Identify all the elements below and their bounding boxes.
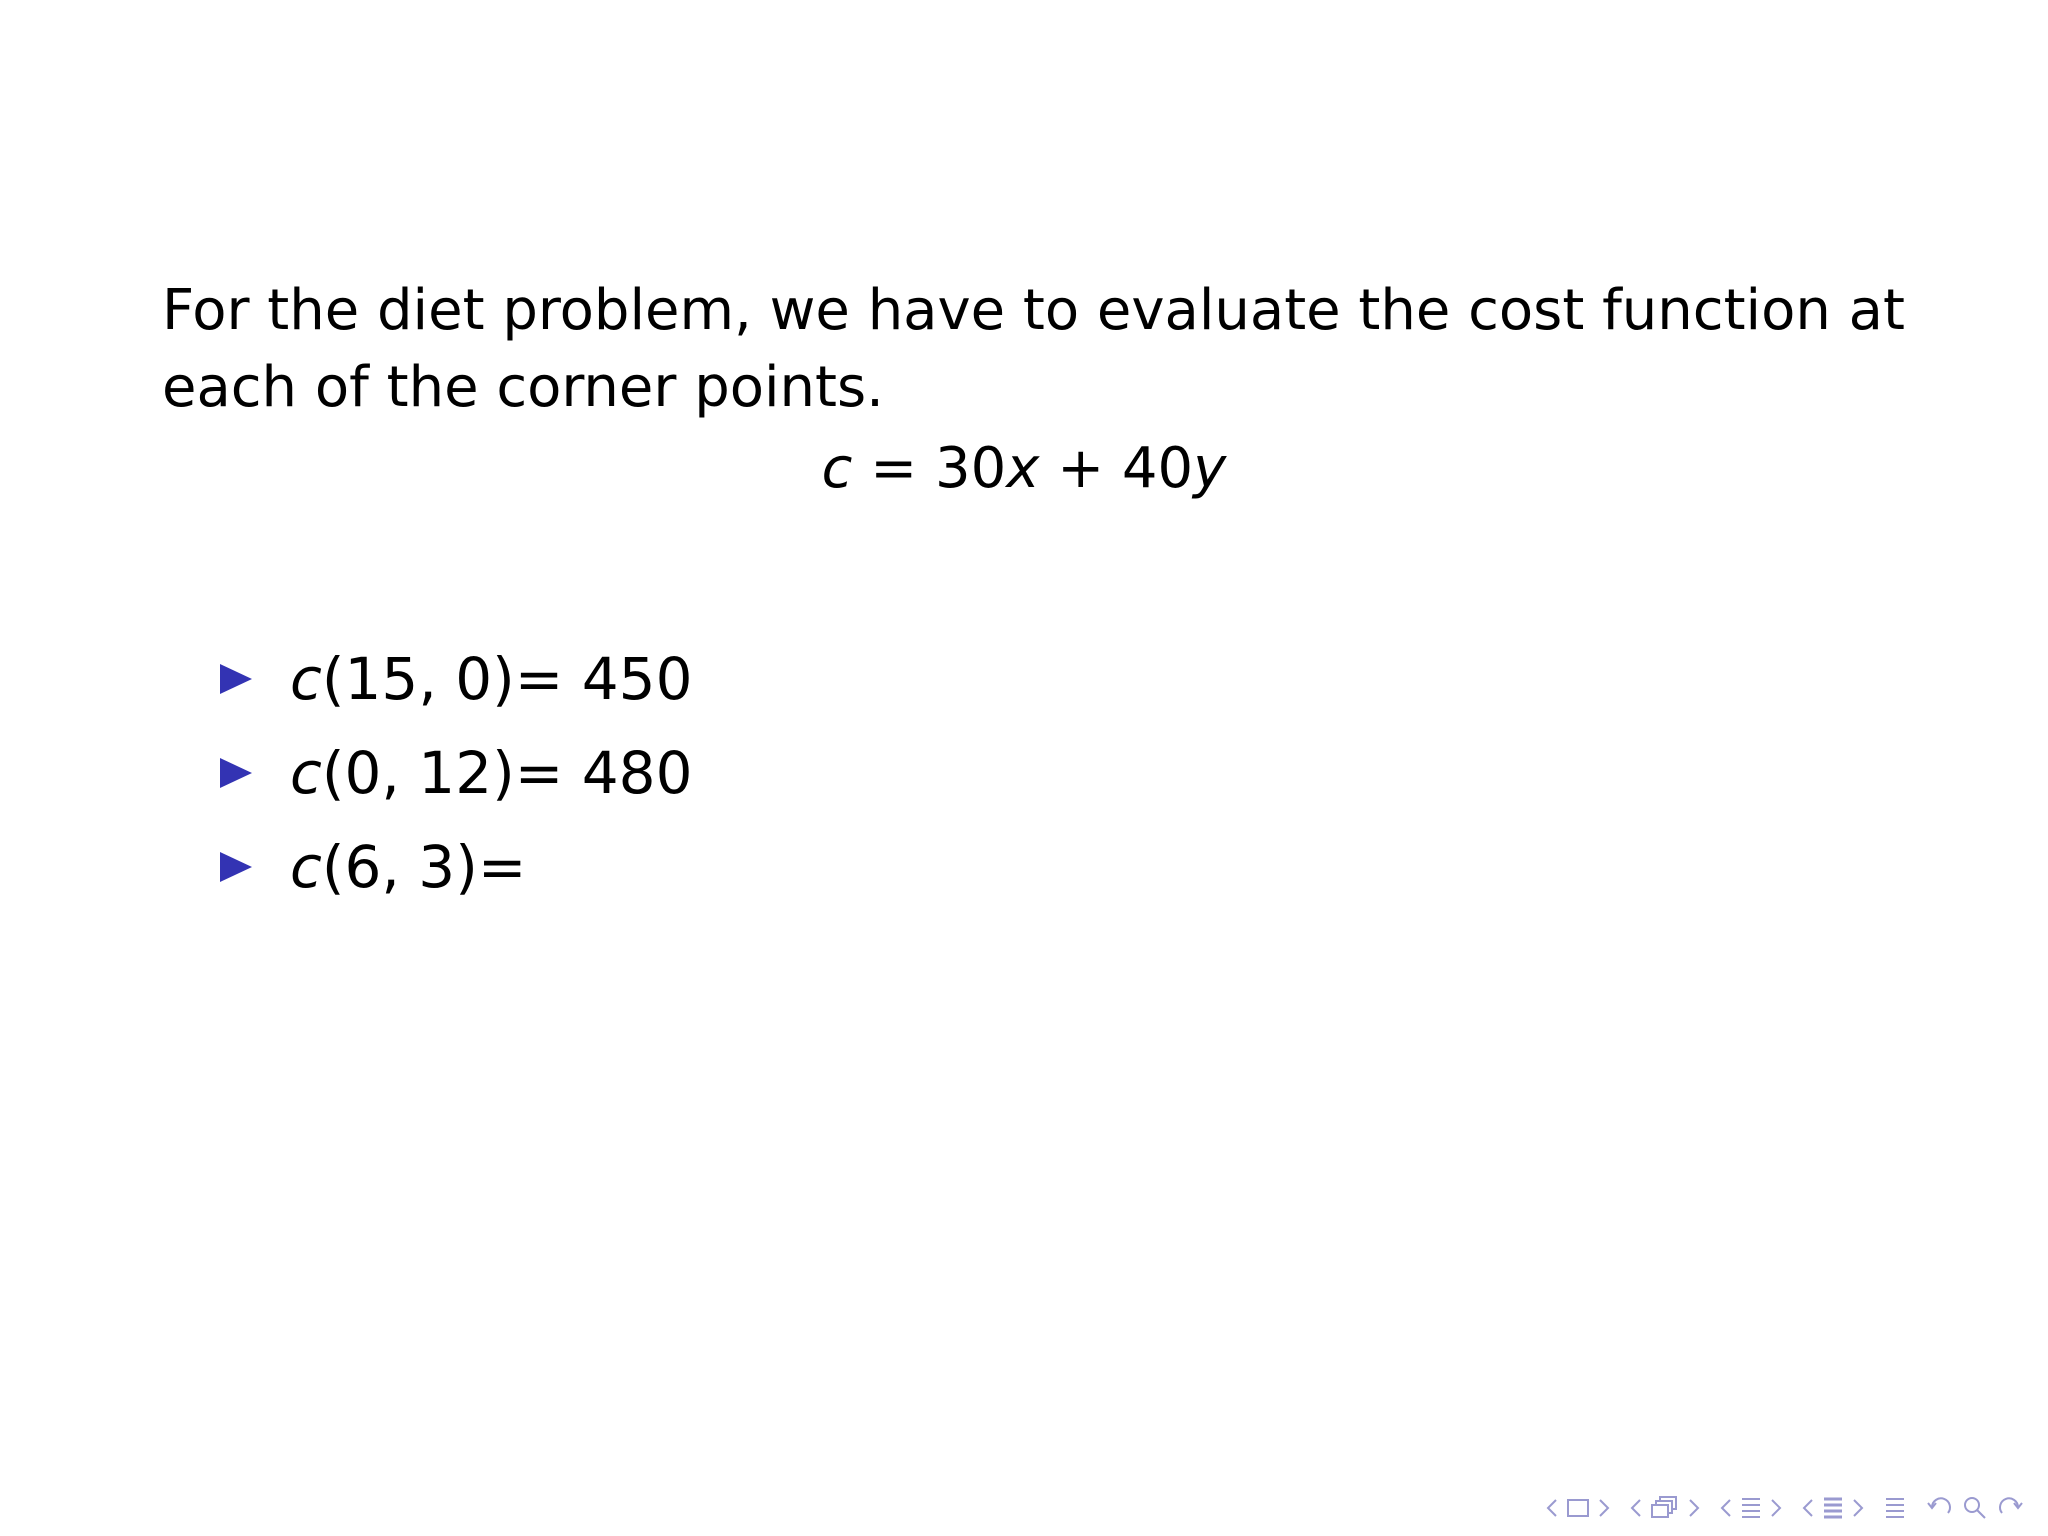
nav-prev-section-icon[interactable] xyxy=(1802,1498,1814,1518)
nav-tools-group xyxy=(1926,1495,2024,1521)
document-icon[interactable] xyxy=(1884,1495,1906,1521)
nav-slide-group xyxy=(1546,1497,1610,1519)
bullet-args: (15, 0) xyxy=(321,645,515,713)
bullet-result: = 480 xyxy=(514,739,693,807)
nav-next-slide-icon[interactable] xyxy=(1598,1498,1610,1518)
formula-eq: = 30 xyxy=(852,436,1007,501)
bullet-triangle-icon xyxy=(220,852,252,882)
formula-lhs: c xyxy=(821,436,853,501)
bullet-args: (6, 3) xyxy=(321,833,478,901)
formula-y: y xyxy=(1193,436,1227,501)
redo-icon[interactable] xyxy=(1996,1495,2024,1521)
nav-next-frame-icon[interactable] xyxy=(1688,1498,1700,1518)
formula-plus: + 40 xyxy=(1039,436,1194,501)
nav-document-group xyxy=(1884,1495,1906,1521)
bullet-fn: c xyxy=(290,833,322,901)
bullet-args: (0, 12) xyxy=(321,739,515,807)
nav-prev-subsection-icon[interactable] xyxy=(1720,1498,1732,1518)
bullet-result: = 450 xyxy=(514,645,693,713)
bullet-triangle-icon xyxy=(220,664,252,694)
nav-next-section-icon[interactable] xyxy=(1852,1498,1864,1518)
list-item xyxy=(220,820,692,914)
bullet-triangle-icon xyxy=(220,758,252,788)
bullet-fn: c xyxy=(290,645,322,713)
nav-prev-frame-icon[interactable] xyxy=(1630,1498,1642,1518)
beamer-navigation-bar xyxy=(1546,1488,2024,1528)
nav-section-group xyxy=(1802,1495,1864,1521)
undo-icon[interactable] xyxy=(1926,1495,1954,1521)
nav-subsection-group xyxy=(1720,1495,1782,1521)
slide-paragraph: For the diet problem, we have to evaluate the cost function at each of the corner points. xyxy=(162,278,1905,420)
bullet-fn: c xyxy=(290,739,322,807)
nav-frame-group xyxy=(1630,1495,1700,1521)
nav-next-subsection-icon[interactable] xyxy=(1770,1498,1782,1518)
bullet-list xyxy=(220,632,692,914)
search-icon[interactable] xyxy=(1962,1495,1988,1521)
slide-frame-icon[interactable] xyxy=(1566,1497,1590,1519)
cost-formula xyxy=(0,430,2048,507)
list-item xyxy=(220,726,692,820)
formula-x: x xyxy=(1006,436,1040,501)
section-icon[interactable] xyxy=(1822,1495,1844,1521)
list-item xyxy=(220,632,692,726)
subsection-icon[interactable] xyxy=(1740,1495,1762,1521)
nav-prev-slide-icon[interactable] xyxy=(1546,1498,1558,1518)
frames-stack-icon[interactable] xyxy=(1650,1495,1680,1521)
bullet-result: = xyxy=(477,833,527,901)
